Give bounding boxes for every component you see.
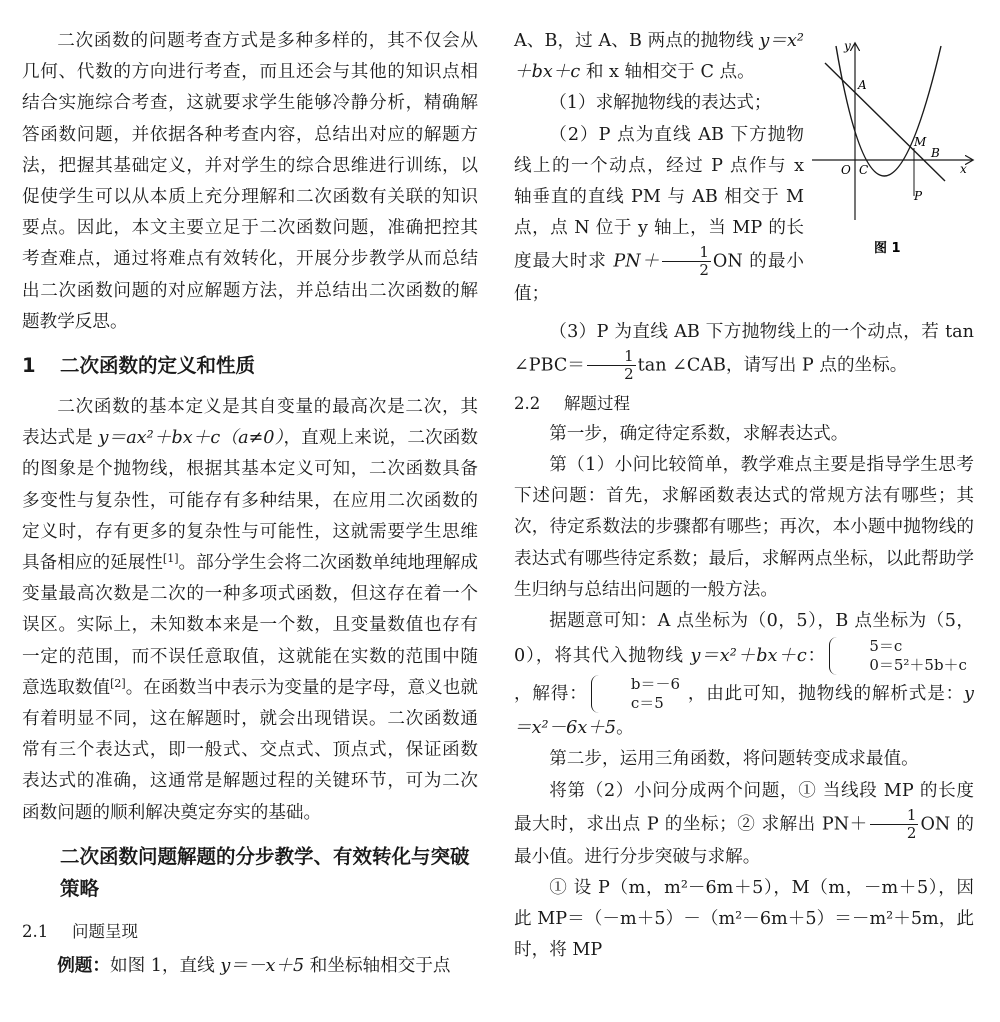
q2-text-a: （2）P 点为直线 AB 下方抛物线上的一个动点，经过 P 点作与 x 轴垂直的直线 PM 与 AB 相交于 M 点，点 N 位于 y 轴上，当 MP 的长度最大时求 [514,124,804,272]
def-text-a: 二次函数的基本定义是其自变量的最高次是二次，其表达式是 [22,397,478,449]
section-2-number [22,841,60,873]
citation-1[interactable]: [1] [162,552,179,565]
fraction-one-half-split [870,807,919,842]
split-text-b: ON 的最小值。进行分步突破与求解。 [514,814,974,867]
section-1-title: 二次函数的定义和性质 [60,354,256,378]
citation-2[interactable]: [2] [110,676,126,690]
label-a: A [858,78,867,92]
split-paragraph [514,776,974,873]
quadratic-general-formula: y＝ax²＋bx＋c（a≠0） [98,428,284,449]
fraction-one-half-q2 [662,244,711,279]
parabola-result: y＝x²－6x＋5 [514,684,974,739]
coord-end: 。 [616,718,634,739]
step-2: 第二步，运用三角函数，将问题转变成求最值。 [549,749,919,770]
q1-discussion: 第（1）小问比较简单，教学难点主要是指导学生思考下述问题：首先，求解函数表达式的常规方法有哪些；其次，待定系数法的步骤都有哪些；再次，本小题中抛物线的表达式有哪些待定系数；最后，求解两点坐标，以此帮助学生归纳与总结出问题的一般方法。 [514,455,974,600]
subsection-2-1-heading [22,917,478,947]
parabola-curve [836,46,941,176]
section-2-heading [22,841,478,905]
q2-text-b: ON 的最小值； [514,251,805,305]
question-2 [514,120,804,311]
figure-caption: 图 1 [874,241,901,256]
parabola-formula: y＝x²＋bx＋c [514,31,804,83]
coord-text-a: 据题意可知：A 点坐标为（0，5），B 点坐标为（5，0），将其代入抛物线 [514,611,974,667]
split-text-a: 将第（2）小问分成两个问题，① 当线段 MP 的长度最大时，求出点 P 的坐标；② 求解出 PN＋ [514,780,974,835]
frac-numerator: 1 [624,346,634,365]
coord-parabola-formula: y＝x²＋bx＋c [690,646,807,667]
subsection-2-2-title: 解题过程 [564,393,630,413]
wrap-around-figure [514,26,804,311]
label-c: C [859,163,869,177]
definition-paragraph [22,392,478,829]
example-text-a: 如图 1，直线 [109,955,221,976]
subsection-2-1-number: 2.1 [22,921,49,941]
def-text-d: 。在函数当中表示为变量的是字母，意义也就有着明显不同，这在解题时，就会出现错误。二次函数通常有三个表达式，即一般式、交点式、顶点式，保证函数表达式的准确，这通常是解题过程的关键环节，可为二次函数问题的顺利解决奠定夯实的基础。 [22,677,478,823]
label-x: x [960,162,967,176]
label-b: B [931,146,940,160]
example-line-equation: y＝－x＋5 [220,955,305,976]
intro-paragraph: 二次函数的问题考查方式是多种多样的，其不仅会从几何、代数的方向进行考查，而且还会与其他的知识点相结合实施综合考查，这就要求学生能够冷静分析，精确解答函数问题，并依据各种考查内容，总结出对应的解题方法，把握其基础定义，并对学生的综合思维进行训练，以促使学生可以从本质上充分理解和二次函数有关联的知识要点。因此，本文主要立足于二次函数问题，准确把控其考查难点，通过将难点有效转化，开展分步教学从而总结出二次函数问题的对应解题方法，并总结出二次函数的解题教学反思。 [22,31,478,332]
subsection-2-1-title: 问题呈现 [72,921,138,941]
example-label: 例题： [57,955,110,976]
q3-text-a: （3）P 为直线 AB 下方抛物线上的一个动点，若 tan ∠PBC＝ [514,321,974,376]
step-1: 第一步，确定待定系数，求解表达式。 [549,423,849,444]
coord-text-c: ，由此可知，抛物线的解析式是： [687,684,965,705]
example-text-b: 和坐标轴相交于点 [304,955,451,976]
coordinates-paragraph [514,606,974,744]
system-1-line-1: 5＝c [869,637,903,656]
q3-text-b: tan ∠CAB，请写出 P 点的坐标。 [637,355,908,376]
frac-numerator: 1 [906,805,917,824]
frac-denominator: 2 [587,365,636,383]
cont-text-a: A、B，过 A、B 两点的抛物线 [514,31,760,51]
example-paragraph [22,951,478,982]
section-1-number: 1 [22,354,36,378]
section-2-title: 二次函数问题解题的分步教学、有效转化与突破策略 [60,844,470,900]
system-2-line-1: b＝－6 [630,675,680,694]
label-o: O [841,163,851,177]
question-1: （1）求解抛物线的表达式； [549,93,772,114]
question-3 [514,317,974,383]
left-column [22,26,478,982]
equation-system-2 [591,675,684,713]
last-paragraph: ① 设 P（m，m²－6m＋5），M（m，－m＋5），因此 MP＝（－m＋5）－（m²－6m＋5）＝－m²＋5m，此时，将 MP [514,878,974,961]
coord-colon: ： [806,646,827,667]
example-continuation [514,26,804,88]
def-text-b: ，直观上来说，二次函数的图象是个抛物线，根据其基本定义可知，二次函数具备多变性与复杂性，可能存有多种结果，在应用二次函数的定义时，存有更多的复杂性与可能性，这就需要学生思维具备相应的延展性 [22,428,478,574]
q2-expression: PN＋ [613,251,661,272]
coord-text-b: ，解得： [514,684,588,705]
system-1-line-2: 0＝5²＋5b＋c [869,656,967,675]
section-1-heading [22,350,478,382]
fraction-one-half-q3 [587,348,636,383]
label-y: y [844,39,851,53]
def-text-c: 。部分学生会将二次函数单纯地理解成变量最高次数是二次的一种多项式函数，但这存在着一个误区。实际上，未知数本来是一个数，且变量数值也存有一定的范围，而不误任意取值，这就能在实数的范围中随意选取数值 [22,553,478,698]
frac-numerator: 1 [699,243,709,262]
frac-denominator: 2 [662,261,711,279]
subsection-2-2-number: 2.2 [514,393,541,413]
label-m: M [914,135,927,149]
frac-denominator: 2 [870,824,919,842]
label-p: P [914,189,923,203]
subsection-2-2-heading [514,389,974,419]
system-2-line-2: c＝5 [630,694,664,713]
figure-1-graph [810,38,982,260]
equation-system-1 [829,637,971,675]
cont-text-b: 和 x 轴相交于 C 点。 [580,62,755,83]
